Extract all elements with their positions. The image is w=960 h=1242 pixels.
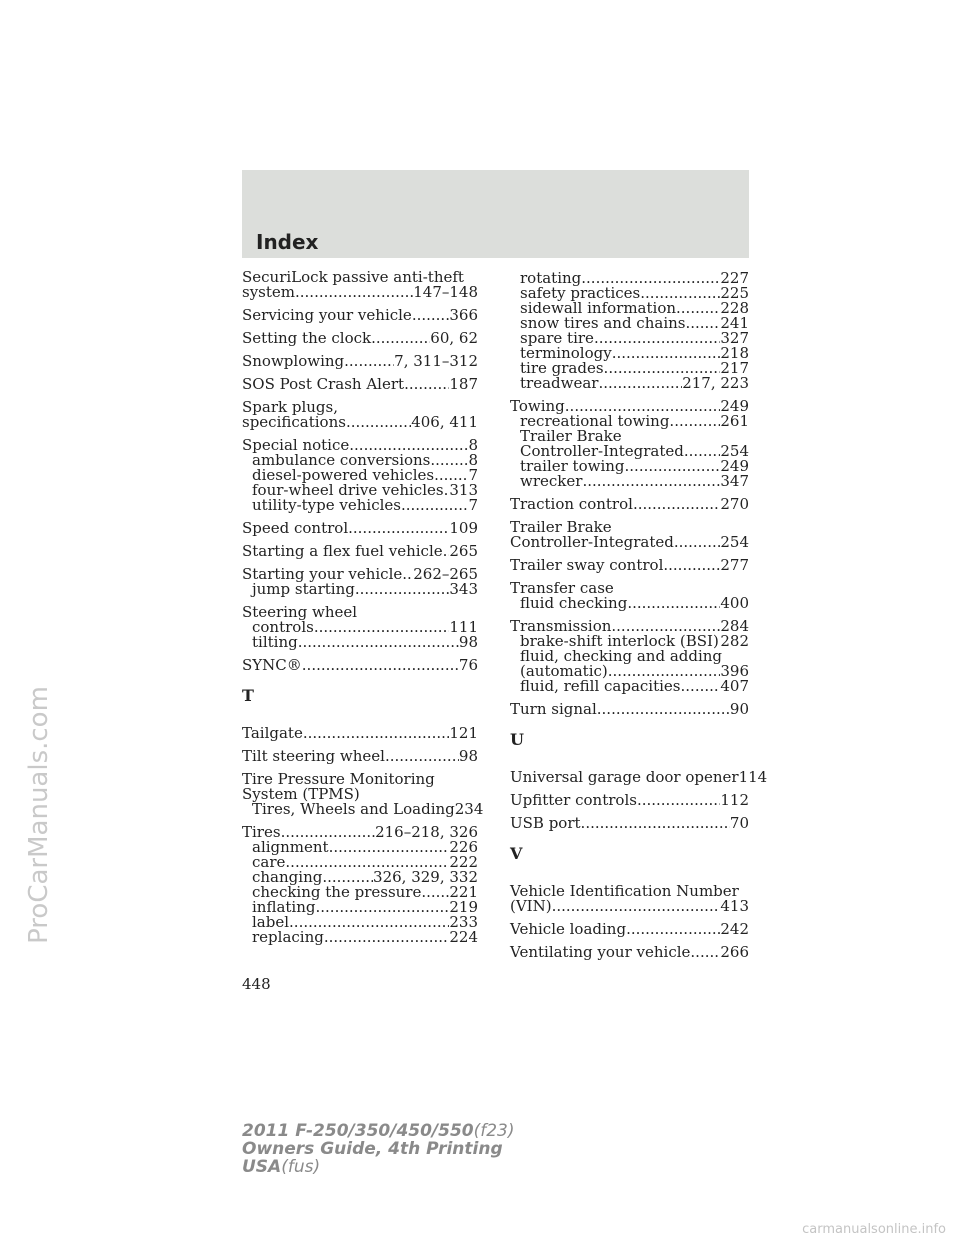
page-reference: 261 (720, 412, 749, 430)
page-reference: 262–265 (413, 565, 478, 583)
entry-label: Steering wheel (242, 603, 358, 621)
index-entry (242, 354, 478, 369)
index-line (242, 749, 478, 764)
dot-leader (594, 331, 720, 346)
footer-guide: Owners Guide, 4th Printing (242, 1139, 503, 1159)
page-reference: 111 (449, 618, 478, 636)
entry-label: Servicing your vehicle (242, 306, 412, 324)
footer-model: 2011 F-250/350/450/550 (242, 1121, 474, 1141)
index-subentry (510, 376, 749, 391)
dot-leader (355, 582, 450, 597)
index-subentry (510, 474, 749, 489)
index-entry (510, 619, 749, 694)
entry-label: Tailgate (242, 724, 303, 742)
index-entry (510, 497, 749, 512)
index-line (242, 331, 478, 346)
page-reference: 221 (449, 883, 478, 901)
page-reference: 7 (468, 466, 478, 484)
page-reference: 216–218, 326 (375, 823, 478, 841)
page-reference: 8 (468, 451, 478, 469)
dot-leader (421, 885, 449, 900)
dot-leader (412, 308, 450, 323)
page-reference: 8 (468, 436, 478, 454)
page-reference: 396 (720, 662, 749, 680)
index-line (510, 816, 749, 831)
entry-label: Transmission (510, 617, 612, 635)
footer-market-code: (fus) (281, 1157, 321, 1177)
page-reference: 242 (720, 920, 749, 938)
index-entry (242, 749, 478, 764)
dot-leader (552, 899, 721, 914)
page-reference: 249 (720, 397, 749, 415)
entry-label: (VIN) (510, 897, 552, 915)
entry-label: Special notice (242, 436, 350, 454)
entry-label: Trailer Brake (520, 427, 622, 445)
index-column-right (510, 269, 768, 961)
dot-leader (401, 498, 468, 513)
entry-label: Tires, Wheels and Loading (252, 800, 455, 818)
dot-leader (663, 558, 720, 573)
page-reference: 265 (449, 542, 478, 560)
dot-leader (582, 474, 720, 489)
entry-label: brake-shift interlock (BSI) (520, 632, 719, 650)
page-reference: 222 (449, 853, 478, 871)
index-line (242, 521, 478, 536)
dot-leader (295, 285, 413, 300)
entry-label: treadwear (520, 374, 599, 392)
index-subentry (242, 582, 478, 597)
entry-label: tilting (252, 633, 298, 651)
dot-leader (329, 840, 450, 855)
page-reference: 114 (738, 768, 768, 786)
dot-leader (637, 793, 720, 808)
entry-label: spare tire (520, 329, 594, 347)
page-reference: 233 (449, 913, 478, 931)
page-reference: 90 (729, 700, 749, 718)
entry-label: Starting your vehicle (242, 565, 403, 583)
dot-leader (298, 635, 459, 650)
entry-label: Trailer Brake (510, 518, 612, 536)
entry-label: Traction control (510, 495, 633, 513)
dot-leader (348, 521, 449, 536)
index-entry (242, 726, 478, 741)
page-reference: 343 (449, 580, 478, 598)
index-entry (242, 270, 478, 300)
entry-label: utility-type vehicles (252, 496, 401, 514)
dot-leader (385, 749, 459, 764)
entry-label: terminology (520, 344, 612, 362)
page-reference: 218 (720, 344, 749, 362)
page-reference: 217, 223 (682, 374, 749, 392)
page-number: 448 (242, 975, 271, 993)
section-header (242, 170, 749, 258)
entry-label: Turn signal (510, 700, 597, 718)
page-reference: 254 (720, 533, 749, 551)
page-reference: 326, 329, 332 (373, 868, 478, 886)
index-line (510, 899, 749, 914)
page-reference: 98 (458, 633, 478, 651)
page-reference: 7 (468, 496, 478, 514)
dot-leader (633, 497, 720, 512)
page-reference: 249 (720, 457, 749, 475)
index-entry (510, 768, 768, 786)
page-reference: 147–148 (413, 283, 478, 301)
dot-leader (690, 945, 720, 960)
entry-label: Vehicle Identification Number (510, 882, 739, 900)
page-reference: 228 (720, 299, 749, 317)
dot-leader (626, 922, 720, 937)
entry-label: rotating (520, 269, 582, 287)
index-line (510, 922, 749, 937)
dot-leader (674, 535, 721, 550)
page-reference: 227 (720, 269, 749, 287)
dot-leader (669, 414, 720, 429)
page-reference: 282 (720, 632, 749, 650)
dot-leader (625, 459, 721, 474)
index-entry (242, 658, 478, 673)
index-entry (242, 308, 478, 323)
page-reference: 406, 411 (411, 413, 478, 431)
index-line (510, 497, 749, 512)
index-column-left (242, 268, 484, 946)
page-reference: 277 (720, 556, 749, 574)
entry-label: trailer towing (520, 457, 625, 475)
page-reference: 98 (458, 747, 478, 765)
entry-label: SecuriLock passive anti-theft (242, 268, 464, 286)
section-letter: V (510, 844, 523, 863)
index-line (242, 544, 478, 559)
index-entry (242, 544, 478, 559)
watermark-text: ProCarManuals.com (24, 686, 54, 944)
page-reference: 187 (449, 375, 478, 393)
entry-label: SOS Post Crash Alert (242, 375, 405, 393)
entry-label: checking the pressure (252, 883, 422, 901)
index-line (242, 726, 478, 741)
entry-label: System (TPMS) (242, 785, 360, 803)
dot-leader (314, 620, 450, 635)
index-subentry (242, 635, 478, 650)
entry-label: ambulance conversions (252, 451, 431, 469)
page-reference: 225 (720, 284, 749, 302)
dot-leader (346, 415, 411, 430)
index-entry (242, 825, 478, 945)
entry-label: specifications (242, 413, 346, 431)
index-line (242, 285, 478, 300)
index-subentry (242, 498, 478, 513)
entry-label: four-wheel drive vehicles (252, 481, 444, 499)
index-entry (510, 581, 749, 611)
entry-label: Snowplowing (242, 352, 345, 370)
index-entry (242, 331, 478, 346)
entry-label: replacing (252, 928, 324, 946)
index-line (510, 535, 749, 550)
footer (242, 1122, 515, 1176)
dot-leader (316, 900, 450, 915)
entry-label: Transfer case (510, 579, 614, 597)
index-entry (242, 438, 478, 513)
dot-leader (404, 377, 449, 392)
entry-label: jump starting (252, 580, 355, 598)
page-reference: 327 (720, 329, 749, 347)
entry-label: SYNC® (242, 656, 302, 674)
entry-label: Spark plugs, (242, 398, 338, 416)
entry-label: Trailer sway control (510, 556, 664, 574)
index-entry (510, 399, 749, 489)
dot-leader (581, 816, 730, 831)
dot-leader (684, 444, 721, 459)
entry-label: Towing (510, 397, 565, 415)
dot-leader (430, 453, 468, 468)
dot-leader (598, 376, 682, 391)
dot-leader (627, 596, 720, 611)
entry-label: changing (252, 868, 323, 886)
index-entry (510, 884, 749, 914)
dot-leader (597, 702, 730, 717)
dot-leader (324, 930, 450, 945)
index-entry (510, 702, 749, 717)
index-line (242, 415, 478, 430)
page-reference: 76 (458, 656, 478, 674)
page-reference: 270 (720, 495, 749, 513)
index-line (242, 377, 478, 392)
entry-label: diesel-powered vehicles (252, 466, 435, 484)
index-line (242, 658, 478, 673)
dot-leader (443, 544, 450, 559)
dot-leader (685, 316, 720, 331)
index-entry (510, 922, 749, 937)
index-line (510, 702, 749, 717)
entry-label: inflating (252, 898, 316, 916)
entry-label: fluid checking (520, 594, 628, 612)
page-reference: 226 (449, 838, 478, 856)
entry-label: (automatic) (520, 662, 608, 680)
index-entry (510, 816, 749, 831)
page-reference: 121 (449, 724, 478, 742)
index-line (242, 354, 478, 369)
page-title: Index (256, 230, 319, 254)
index-entry (242, 521, 478, 536)
page-reference: 112 (720, 791, 749, 809)
entry-label: Upfitter controls (510, 791, 637, 809)
footer-market: USA (242, 1157, 282, 1177)
dot-leader (371, 331, 430, 346)
page-reference: 109 (449, 519, 478, 537)
dot-leader (344, 354, 394, 369)
entry-label: sidewall information (520, 299, 677, 317)
section-letter: U (510, 730, 524, 749)
page-reference: 241 (720, 314, 749, 332)
page-reference: 60, 62 (430, 329, 478, 347)
entry-label: Controller-Integrated (520, 442, 684, 460)
dot-leader (681, 679, 721, 694)
page-reference: 224 (449, 928, 478, 946)
index-line (510, 768, 768, 786)
index-entry (510, 793, 749, 808)
page-reference: 266 (720, 943, 749, 961)
site-url: carmanualsonline.info (802, 1222, 946, 1237)
entry-label: fluid, checking and adding (520, 647, 723, 665)
entry-label: alignment (252, 838, 329, 856)
entry-label: recreational towing (520, 412, 670, 430)
entry-label: label (252, 913, 290, 931)
entry-label: Tilt steering wheel (242, 747, 385, 765)
page-reference: 254 (720, 442, 749, 460)
entry-label: tire grades (520, 359, 604, 377)
index-entry (510, 945, 749, 960)
page-reference: 347 (720, 472, 749, 490)
index-subentry (510, 679, 749, 694)
entry-label: safety practices (520, 284, 641, 302)
page-reference: 284 (720, 617, 749, 635)
index-entry (242, 770, 484, 818)
index-line (510, 793, 749, 808)
entry-label: Setting the clock (242, 329, 372, 347)
dot-leader (612, 346, 721, 361)
entry-label: Ventilating your vehicle (510, 943, 691, 961)
entry-label: wrecker (520, 472, 583, 490)
dot-leader (402, 567, 413, 582)
page-reference: 313 (449, 481, 478, 499)
entry-label: controls (252, 618, 314, 636)
entry-label: snow tires and chains (520, 314, 686, 332)
page-reference: 7, 311–312 (394, 352, 478, 370)
dot-leader (303, 726, 450, 741)
index-entry (242, 400, 478, 430)
entry-label: Tires (242, 823, 281, 841)
page-reference: 219 (449, 898, 478, 916)
page-reference: 413 (720, 897, 749, 915)
entry-label: USB port (510, 814, 581, 832)
entry-label: Speed control (242, 519, 349, 537)
index-subentry (510, 596, 749, 611)
index-entry (242, 567, 478, 597)
entry-label: Controller-Integrated (510, 533, 674, 551)
entry-label: Tire Pressure Monitoring (242, 770, 435, 788)
index-line (510, 945, 749, 960)
index-entry (510, 271, 749, 391)
index-entry (242, 605, 478, 650)
index-subentry (242, 800, 484, 818)
entry-label: system (242, 283, 295, 301)
entry-label: Universal garage door opener (510, 768, 739, 786)
entry-label: Vehicle loading (510, 920, 627, 938)
index-line (242, 308, 478, 323)
index-entry (510, 520, 749, 550)
page-reference: 407 (720, 677, 749, 695)
page-reference: 70 (729, 814, 749, 832)
index-line (510, 558, 749, 573)
page-reference: 234 (454, 800, 484, 818)
entry-label: Starting a flex fuel vehicle (242, 542, 443, 560)
index-entry (510, 558, 749, 573)
section-letter: T (242, 686, 254, 705)
page-reference: 400 (720, 594, 749, 612)
index-subentry (242, 930, 478, 945)
watermark (24, 515, 54, 1115)
page-reference: 217 (720, 359, 749, 377)
entry-label: fluid, refill capacities (520, 677, 681, 695)
index-entry (242, 377, 478, 392)
dot-leader (302, 658, 459, 673)
entry-label: care (252, 853, 286, 871)
page-reference: 366 (449, 306, 478, 324)
footer-model-code: (f23) (473, 1121, 515, 1141)
